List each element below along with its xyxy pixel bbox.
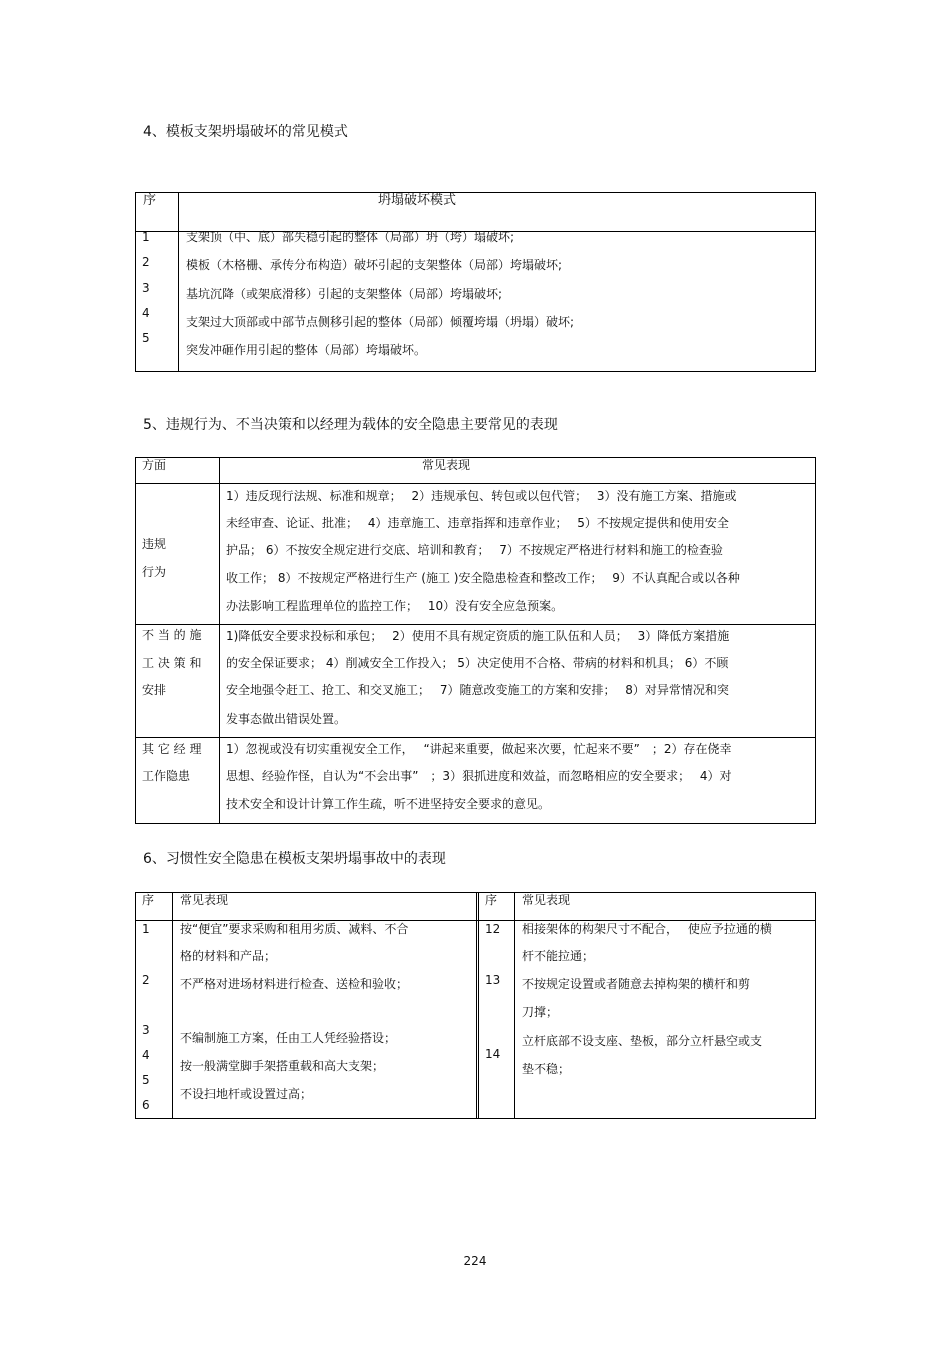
manifestation-line: 发事态做出错误处置。 xyxy=(226,712,347,726)
row-number: 13 xyxy=(485,973,501,987)
mode-item: 支架顶（中、底）部失稳引起的整体（局部）坍（垮）塌破坏; xyxy=(186,230,515,244)
aspect-label: 安排 xyxy=(142,683,167,697)
seq-header: 序 xyxy=(143,193,157,208)
row-number: 3 xyxy=(142,281,150,295)
manifestation-line: 的安全保证要求； 4）削减安全工作投入； 5）决定使用不合格、带病的材料和机具； 6）不顾 xyxy=(226,656,729,670)
hazard-item: 不严格对进场材料进行检查、送检和验收； xyxy=(180,977,409,991)
aspect-label: 工 决 策 和 xyxy=(142,656,202,670)
row-number: 14 xyxy=(485,1047,501,1061)
row-number: 3 xyxy=(142,1023,150,1037)
hazard-item: 垫不稳； xyxy=(522,1062,571,1076)
row-number: 4 xyxy=(142,1048,150,1062)
manifestation-line: 1）忽视或没有切实重视安全工作， “讲起来重要，做起来次要，忙起来不要” ；2）存在侥幸 xyxy=(226,742,732,756)
aspect-header: 方面 xyxy=(142,458,167,472)
row-number: 5 xyxy=(142,1073,150,1087)
section-5-title: 5、违规行为、不当决策和以经理为载体的安全隐患主要常见的表现 xyxy=(143,417,558,433)
mode-item: 突发冲砸作用引起的整体（局部）垮塌破坏。 xyxy=(186,343,427,357)
hazard-item: 按“便宜”要求采购和租用劣质、减料、不合 xyxy=(180,922,409,936)
aspect-label: 其 它 经 理 xyxy=(142,742,202,756)
row-number: 4 xyxy=(142,306,150,320)
manifestation-line: 未经审查、论证、批准； 4）违章施工、违章指挥和违章作业； 5）不按规定提供和使用安全 xyxy=(226,516,729,530)
section-6-title: 6、习惯性安全隐患在模板支架坍塌事故中的表现 xyxy=(143,851,446,867)
hazard-item: 不编制施工方案，任由工人凭经验搭设； xyxy=(180,1031,397,1045)
mode-item: 模板（木格栅、承传分布构造）破坏引起的支架整体（局部）垮塌破坏; xyxy=(186,258,563,272)
manifestation-line: 思想、经验作怪，自认为“不会出事” ；3）狠抓进度和效益，而忽略相应的安全要求； 4）对 xyxy=(226,769,732,783)
hazard-item: 立杆底部不设支座、垫板，部分立杆悬空或支 xyxy=(522,1034,763,1048)
manifestation-line: 护品； 6）不按安全规定进行交底、培训和教育； 7）不按规定严格进行材料和施工的检查验 xyxy=(226,543,723,557)
manifestation-line: 1）违反现行法规、标准和规章； 2）违规承包、转包或以包代管； 3）没有施工方案、措施或 xyxy=(226,489,737,503)
manifestation-line: 收工作； 8）不按规定严格进行生产 (施工 )安全隐患检查和整改工作； 9）不认真配合或以各种 xyxy=(226,571,740,585)
manifestation-line: 办法影响工程监理单位的监控工作； 10）没有安全应急预案。 xyxy=(226,599,564,613)
mode-item: 基坑沉降（或架底滑移）引起的支架整体（局部）垮塌破坏; xyxy=(186,287,503,301)
row-number: 12 xyxy=(485,922,501,936)
manifestation-line: 技术安全和设计计算工作生疏，听不进坚持安全要求的意见。 xyxy=(226,797,551,811)
mode-item: 支架过大顶部或中部节点侧移引起的整体（局部）倾覆垮塌（坍塌）破坏; xyxy=(186,315,575,329)
desc-header-right: 常见表现 xyxy=(522,893,571,907)
seq-header-right: 序 xyxy=(485,893,498,907)
row-number: 2 xyxy=(142,973,150,987)
row-number: 1 xyxy=(142,230,150,244)
mode-header: 坍塌破坏模式 xyxy=(378,193,457,208)
manifestation-header: 常见表现 xyxy=(422,458,471,472)
row-number: 2 xyxy=(142,255,150,269)
section-4-title: 4、模板支架坍塌破坏的常见模式 xyxy=(143,124,348,140)
row-number: 5 xyxy=(142,331,150,345)
hazard-item: 不设扫地杆或设置过高； xyxy=(180,1087,313,1101)
seq-header: 序 xyxy=(142,893,155,907)
row-number: 1 xyxy=(142,922,150,936)
aspect-label: 行为 xyxy=(142,565,167,579)
page-number: 224 xyxy=(463,1254,487,1268)
hazard-item: 杆不能拉通； xyxy=(522,949,595,963)
hazard-item: 格的材料和产品； xyxy=(180,949,277,963)
hazard-item: 相接架体的构架尺寸不配合， 使应予拉通的横 xyxy=(522,922,772,936)
aspect-label: 工作隐患 xyxy=(142,769,191,783)
hazard-item: 不按规定设置或者随意去掉构架的横杆和剪 xyxy=(522,977,751,991)
aspect-label: 违规 xyxy=(142,537,167,551)
aspect-label: 不 当 的 施 xyxy=(142,628,202,642)
hazard-item: 刀撑； xyxy=(522,1005,559,1019)
row-number: 6 xyxy=(142,1098,150,1112)
desc-header: 常见表现 xyxy=(180,893,229,907)
hazard-item: 按一般满堂脚手架搭重载和高大支架； xyxy=(180,1059,385,1073)
manifestation-line: 1)降低安全要求投标和承包； 2）使用不具有规定资质的施工队伍和人员； 3）降低方案措施 xyxy=(226,629,730,643)
manifestation-line: 安全地强令赶工、抢工、和交叉施工； 7）随意改变施工的方案和安排； 8）对异常情况和突 xyxy=(226,683,729,697)
